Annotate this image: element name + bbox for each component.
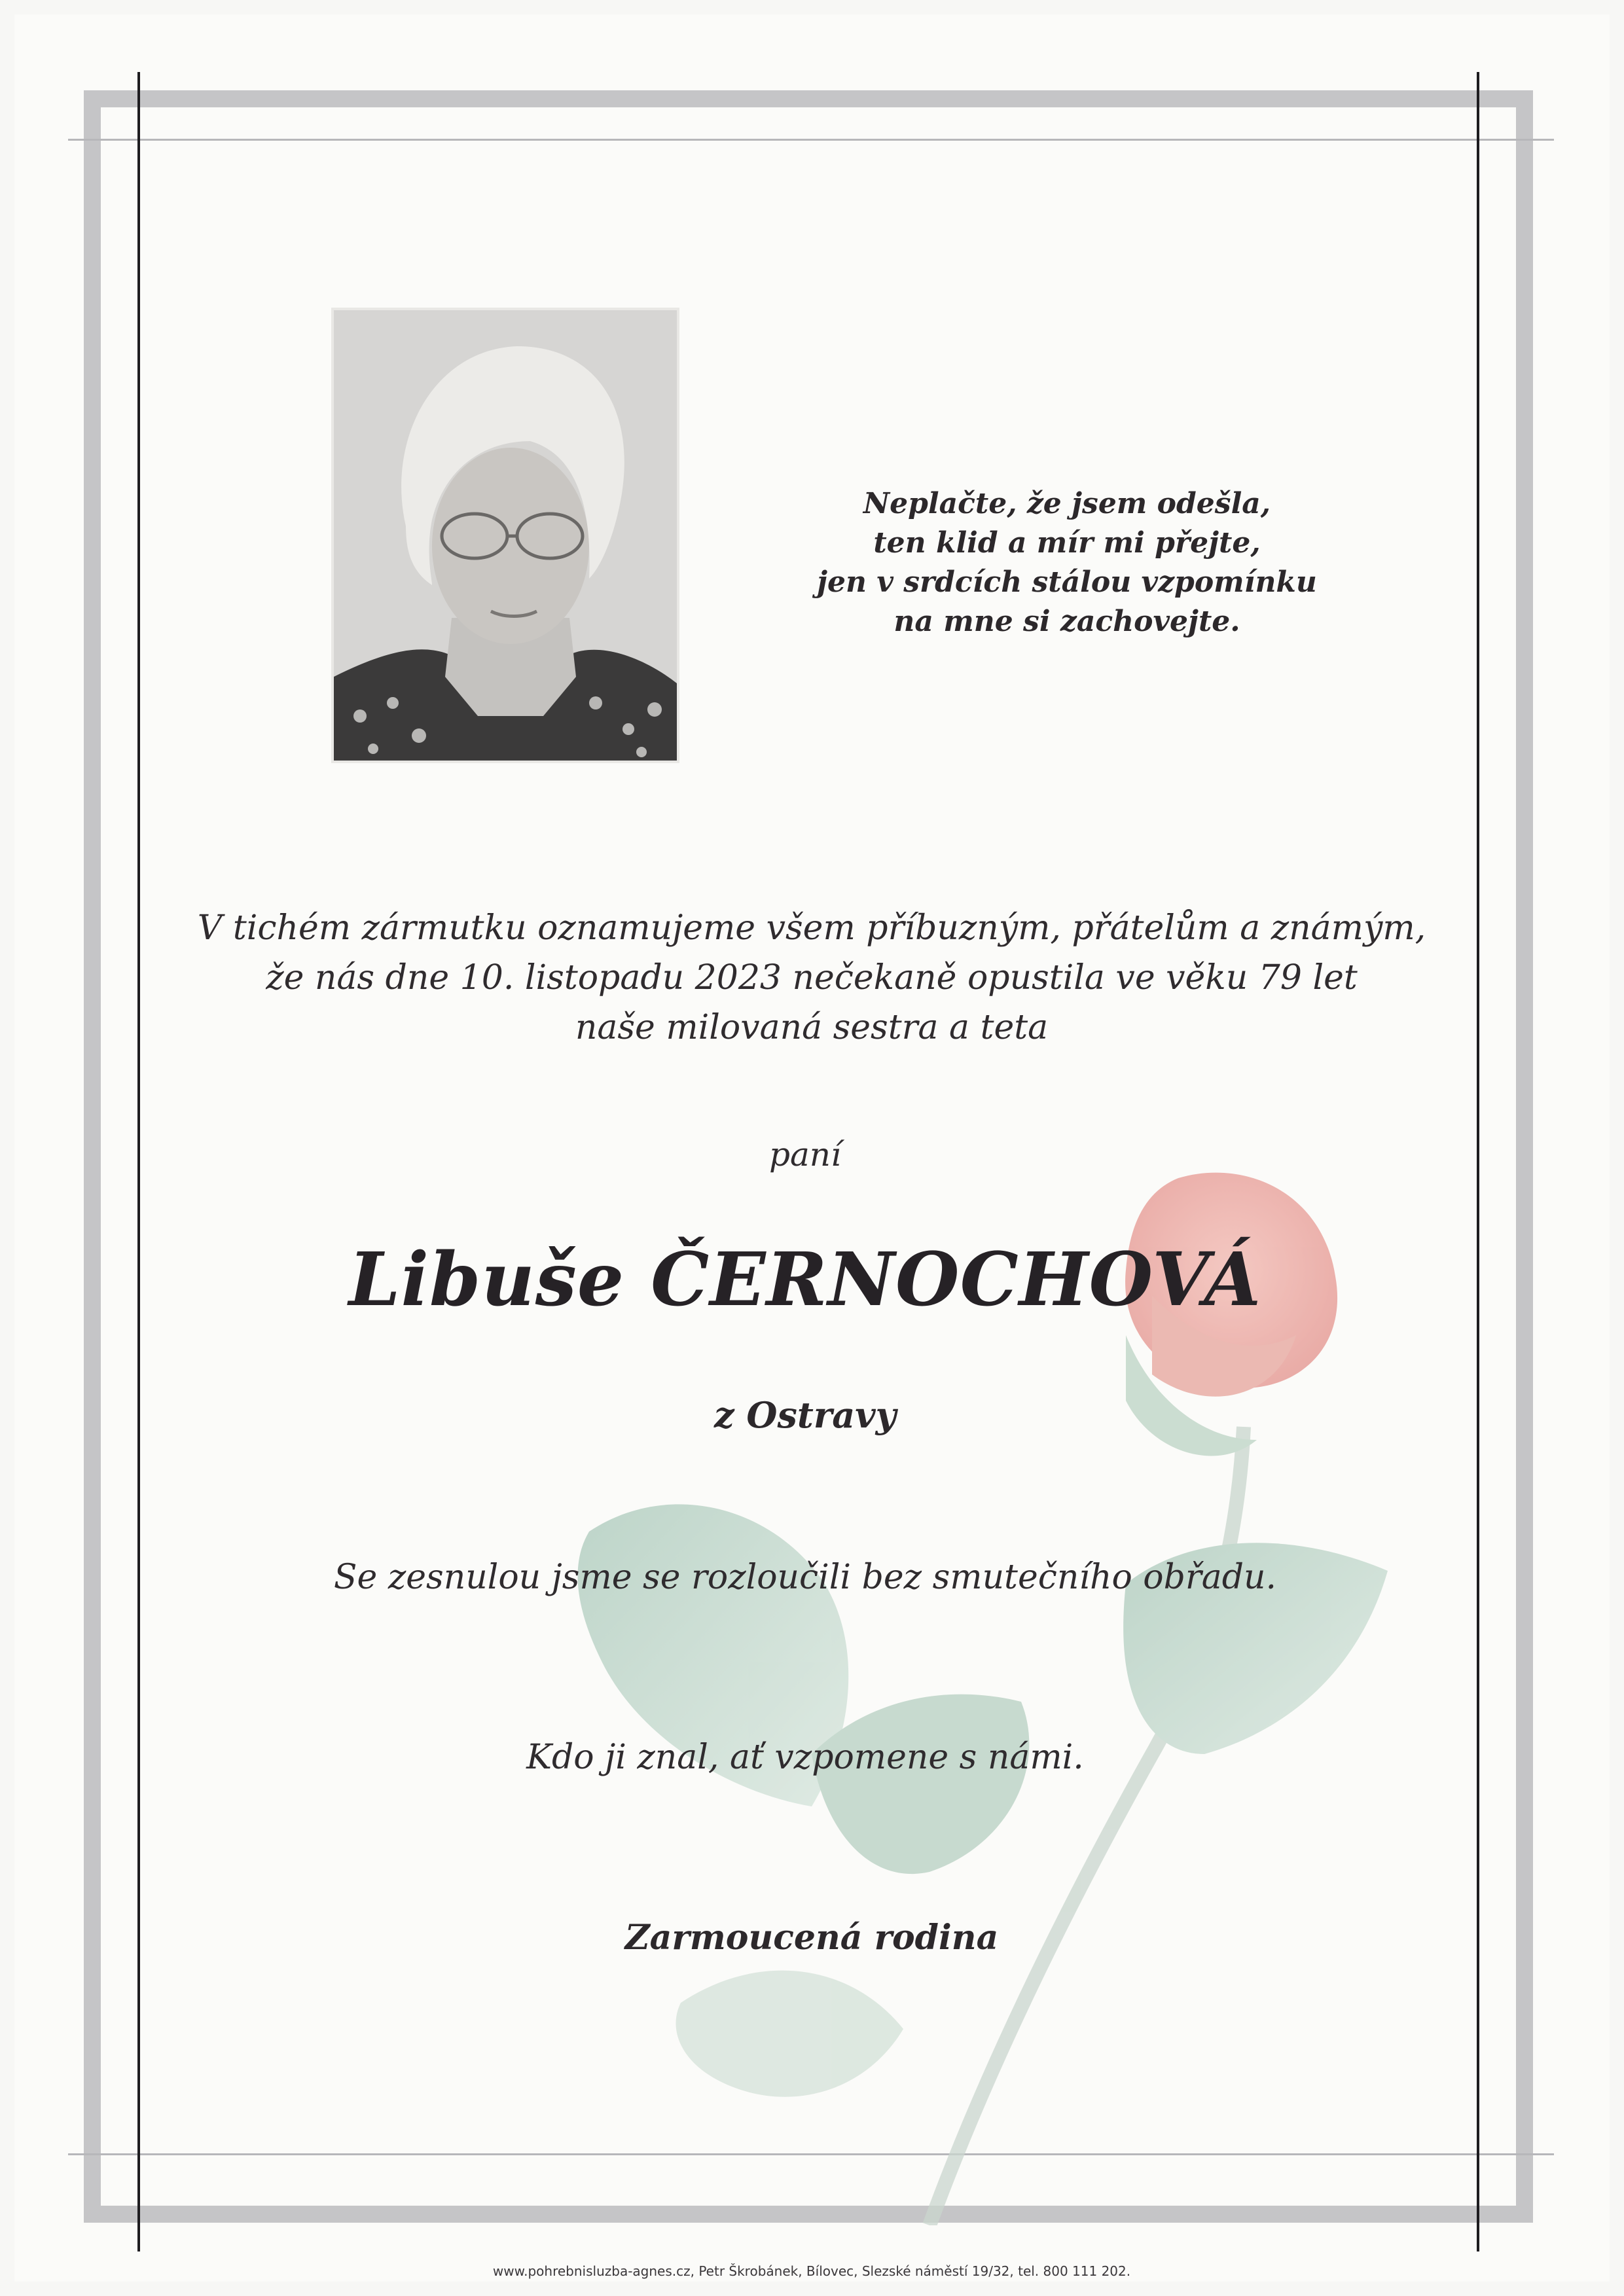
deceased-origin: z Ostravy	[713, 1394, 897, 1436]
announcement-line: že nás dne 10. listopadu 2023 nečekaně opustila ve věku 79 let	[266, 958, 1358, 997]
family-signature: Zarmoucená rodina	[624, 1918, 999, 1958]
poem-line: na mne si zachovejte.	[893, 605, 1240, 638]
poem-line: Neplačte, že jsem odešla,	[863, 487, 1271, 520]
top-rule	[68, 139, 1554, 141]
deceased-name: Libuše ČERNOCHOVÁ	[348, 1237, 1262, 1323]
poem-verse	[785, 484, 1348, 641]
portrait-photo	[331, 308, 679, 763]
left-black-rule	[137, 72, 140, 2251]
funeral-service-footer: www.pohrebnisluzba-agnes.cz, Petr Škrobánek, Bílovec, Slezské náměstí 19/32, tel. 800 111 202.	[492, 2263, 1131, 2279]
poem-line: jen v srdcích stálou vzpomínku	[817, 565, 1317, 599]
remember-note: Kdo ji znal, ať vzpomene s námi.	[526, 1738, 1084, 1777]
rose-illustration	[563, 1165, 1492, 2225]
honorific: paní	[768, 1136, 841, 1174]
announcement-text	[157, 903, 1466, 1052]
announcement-line: V tichém zármutku oznamujeme všem příbuzným, přátelům a známým,	[197, 908, 1426, 948]
announcement-line: naše milovaná sestra a teta	[575, 1008, 1049, 1047]
farewell-note: Se zesnulou jsme se rozloučili bez smutečního obřadu.	[333, 1558, 1277, 1597]
poem-line: ten klid a mír mi přejte,	[873, 526, 1261, 560]
